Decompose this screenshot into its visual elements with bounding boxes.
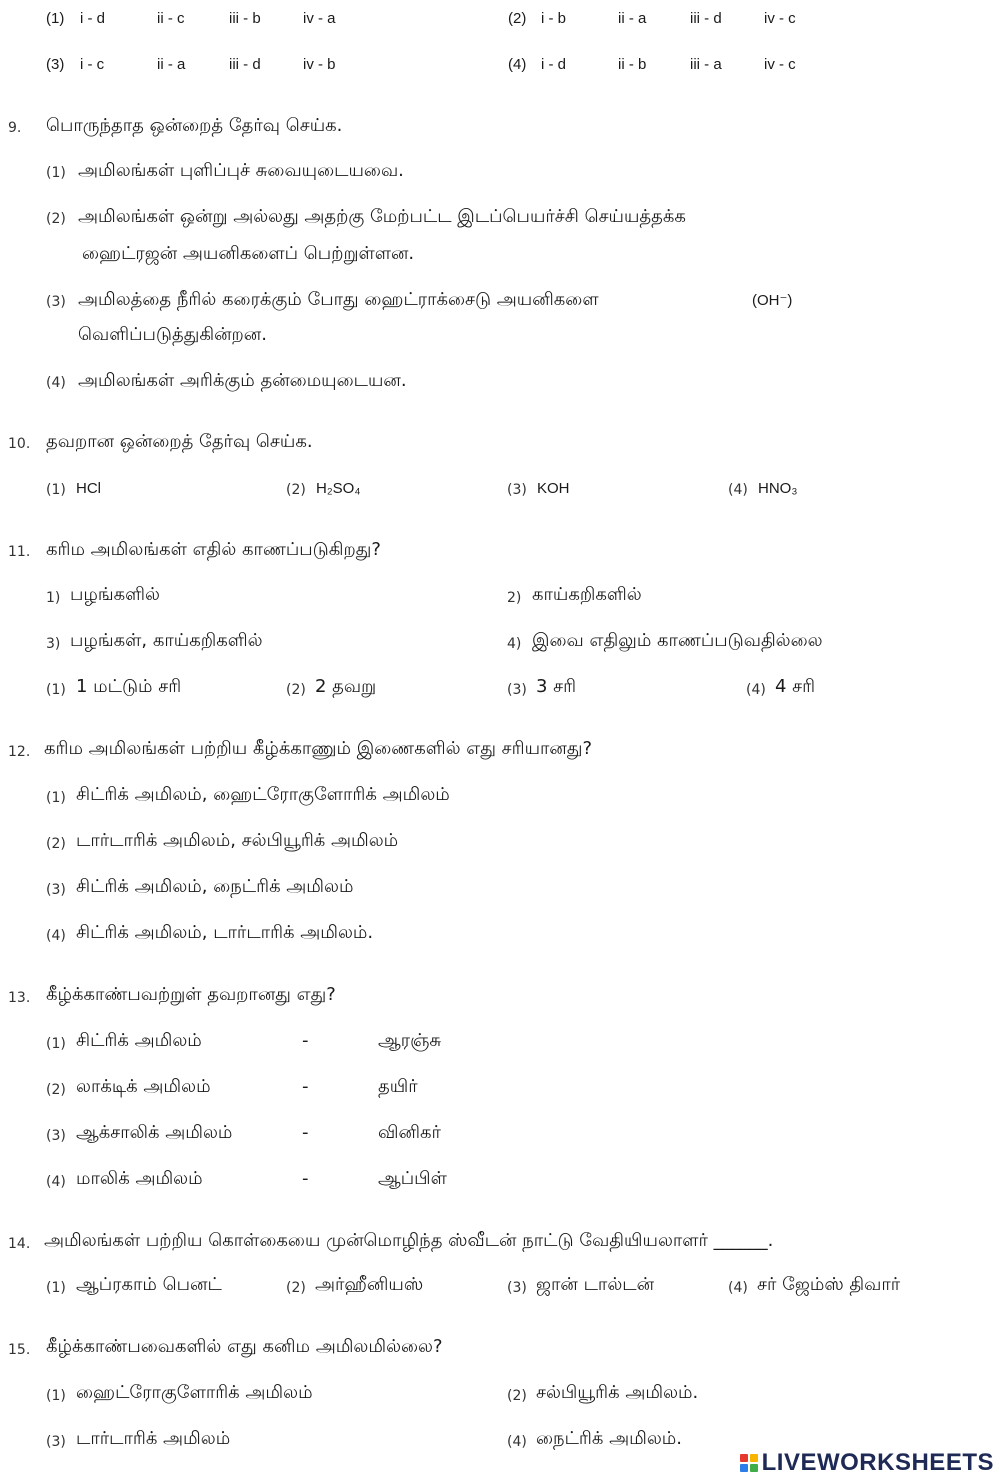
option-number: (2) <box>46 836 66 852</box>
logo-square <box>750 1454 758 1462</box>
dash: - <box>302 1030 309 1051</box>
statement-number: 4) <box>507 636 522 652</box>
statement-number: 2) <box>507 590 522 606</box>
option-number: (1) <box>46 790 66 806</box>
hydroxide-formula: (OH⁻) <box>752 292 793 309</box>
option-text: நைட்ரிக் அமிலம். <box>536 1428 682 1449</box>
option-text: ஹைட்ரோகுளோரிக் அமிலம் <box>76 1382 313 1403</box>
option-text: அர்ஹீனியஸ் <box>315 1274 424 1295</box>
option-text: அமிலத்தை நீரில் கரைக்கும் போது ஹைட்ராக்சைடு அயனிகளை <box>78 289 599 310</box>
option-number: (4) <box>46 928 66 944</box>
option-text: அமிலங்கள் அரிக்கும் தன்மையுடையன. <box>78 370 407 391</box>
option-number: (1) <box>46 1388 66 1404</box>
question-text: தவறான ஒன்றைத் தேர்வு செய்க. <box>46 431 313 452</box>
option-number: (3) <box>46 882 66 898</box>
option-number: (1) <box>46 682 66 698</box>
option-text: டார்டாரிக் அமிலம், சல்பியூரிக் அமிலம் <box>76 830 399 851</box>
option-pair: iv - c <box>764 56 796 73</box>
option-number: (1) <box>46 10 65 27</box>
dash: - <box>302 1122 309 1143</box>
option-number: (3) <box>46 56 65 73</box>
option-formula: HCl <box>76 480 101 497</box>
statement-text: பழங்கள், காய்கறிகளில் <box>70 630 263 651</box>
statement-number: 3) <box>46 636 61 652</box>
acid-name: சிட்ரிக் அமிலம் <box>76 1030 202 1051</box>
option-number: (2) <box>46 1082 66 1098</box>
option-pair: iv - a <box>303 10 336 27</box>
option-text: சிட்ரிக் அமிலம், டார்டாரிக் அமிலம். <box>76 922 374 943</box>
statement-text: காய்கறிகளில் <box>532 584 642 605</box>
option-text: சல்பியூரிக் அமிலம். <box>536 1382 699 1403</box>
option-pair: iii - d <box>690 10 722 27</box>
option-text: சிட்ரிக் அமிலம், ஹைட்ரோகுளோரிக் அமிலம் <box>76 784 450 805</box>
option-pair: iii - b <box>229 10 261 27</box>
option-formula: H₂SO₄ <box>316 480 361 497</box>
logo-square <box>740 1464 748 1472</box>
option-number: (3) <box>507 482 527 498</box>
option-number: (2) <box>286 1280 306 1296</box>
option-text: சர் ஜேம்ஸ் திவார் <box>757 1274 901 1295</box>
option-number: (3) <box>46 294 66 310</box>
option-number: (1) <box>46 1036 66 1052</box>
question-number: 10. <box>8 436 31 452</box>
question-text: கரிம அமிலங்கள் பற்றிய கீழ்க்காணும் இணைகளில் எது சரியானது? <box>44 738 593 759</box>
option-formula: KOH <box>537 480 570 497</box>
option-number: (2) <box>286 682 306 698</box>
option-text: அமிலங்கள் ஒன்று அல்லது அதற்கு மேற்பட்ட இடப்பெயர்ச்சி செய்யத்தக்க <box>78 206 686 227</box>
option-number: (1) <box>46 482 66 498</box>
question-text: கீழ்க்காண்பவைகளில் எது கனிம அமிலமில்லை? <box>46 1336 443 1357</box>
question-number: 13. <box>8 990 31 1006</box>
question-number: 14. <box>8 1236 31 1252</box>
option-number: (2) <box>46 211 66 227</box>
option-number: (2) <box>508 10 527 27</box>
option-pair: iii - a <box>690 56 722 73</box>
statement-text: இவை எதிலும் காணப்படுவதில்லை <box>532 630 823 651</box>
option-pair: iii - d <box>229 56 261 73</box>
acid-name: ஆக்சாலிக் அமிலம் <box>76 1122 233 1143</box>
question-number: 15. <box>8 1342 31 1358</box>
option-pair: ii - a <box>618 10 647 27</box>
option-pair: ii - a <box>157 56 186 73</box>
question-text: அமிலங்கள் பற்றிய கொள்கையை முன்மொழிந்த ஸ்வீடன் நாட்டு வேதியியலாளர் ______. <box>44 1230 774 1251</box>
option-pair: ii - b <box>618 56 647 73</box>
option-formula: HNO₃ <box>758 480 798 497</box>
logo-square <box>750 1464 758 1472</box>
option-number: (4) <box>508 56 527 73</box>
option-pair: i - d <box>80 10 106 27</box>
logo-square <box>740 1454 748 1462</box>
option-text: ஜான் டால்டன் <box>536 1274 655 1295</box>
option-text: டார்டாரிக் அமிலம் <box>76 1428 231 1449</box>
option-text: சிட்ரிக் அமிலம், நைட்ரிக் அமிலம் <box>76 876 354 897</box>
source-name: ஆரஞ்சு <box>378 1030 442 1051</box>
option-text: ஆப்ரகாம் பெனட் <box>76 1274 222 1295</box>
option-number: (2) <box>507 1388 527 1404</box>
liveworksheets-logo-icon <box>740 1454 758 1472</box>
question-text: கரிம அமிலங்கள் எதில் காணப்படுகிறது? <box>46 539 381 560</box>
option-number: (3) <box>46 1434 66 1450</box>
question-text: கீழ்க்காண்பவற்றுள் தவறானது எது? <box>46 984 336 1005</box>
option-number: (4) <box>728 482 748 498</box>
option-pair: i - c <box>80 56 105 73</box>
option-number: (4) <box>507 1434 527 1450</box>
question-number: 9. <box>8 120 22 136</box>
dash: - <box>302 1076 309 1097</box>
dash: - <box>302 1168 309 1189</box>
liveworksheets-watermark <box>740 1450 994 1476</box>
option-pair: i - d <box>541 56 567 73</box>
question-number: 11. <box>8 544 31 560</box>
option-number: (3) <box>46 1128 66 1144</box>
option-text: அமிலங்கள் புளிப்புச் சுவையுடையவை. <box>78 160 404 181</box>
option-text: 1 மட்டும் சரி <box>76 676 182 697</box>
statement-number: 1) <box>46 590 61 606</box>
option-text: 3 சரி <box>536 676 577 697</box>
acid-name: மாலிக் அமிலம் <box>76 1168 203 1189</box>
source-name: ஆப்பிள் <box>378 1168 447 1189</box>
option-number: (4) <box>728 1280 748 1296</box>
option-number: (4) <box>746 682 766 698</box>
option-text: 4 சரி <box>775 676 816 697</box>
source-name: வினிகர் <box>378 1122 441 1143</box>
option-pair: iv - c <box>764 10 796 27</box>
option-number: (3) <box>507 1280 527 1296</box>
option-text-continued: ஹைட்ரஜன் அயனிகளைப் பெற்றுள்ளன. <box>82 243 415 264</box>
source-name: தயிர் <box>378 1076 418 1097</box>
option-number: (1) <box>46 1280 66 1296</box>
option-number: (4) <box>46 1174 66 1190</box>
option-number: (3) <box>507 682 527 698</box>
option-number: (1) <box>46 165 66 181</box>
question-text: பொருந்தாத ஒன்றைத் தேர்வு செய்க. <box>46 115 343 136</box>
watermark-text: LIVEWORKSHEETS <box>761 1449 994 1476</box>
question-number: 12. <box>8 744 31 760</box>
option-text-continued: வெளிப்படுத்துகின்றன. <box>78 324 267 345</box>
option-pair: ii - c <box>157 10 185 27</box>
option-pair: i - b <box>541 10 567 27</box>
option-number: (4) <box>46 375 66 391</box>
option-pair: iv - b <box>303 56 336 73</box>
option-text: 2 தவறு <box>315 676 377 697</box>
statement-text: பழங்களில் <box>70 584 160 605</box>
acid-name: லாக்டிக் அமிலம் <box>76 1076 211 1097</box>
option-number: (2) <box>286 482 306 498</box>
